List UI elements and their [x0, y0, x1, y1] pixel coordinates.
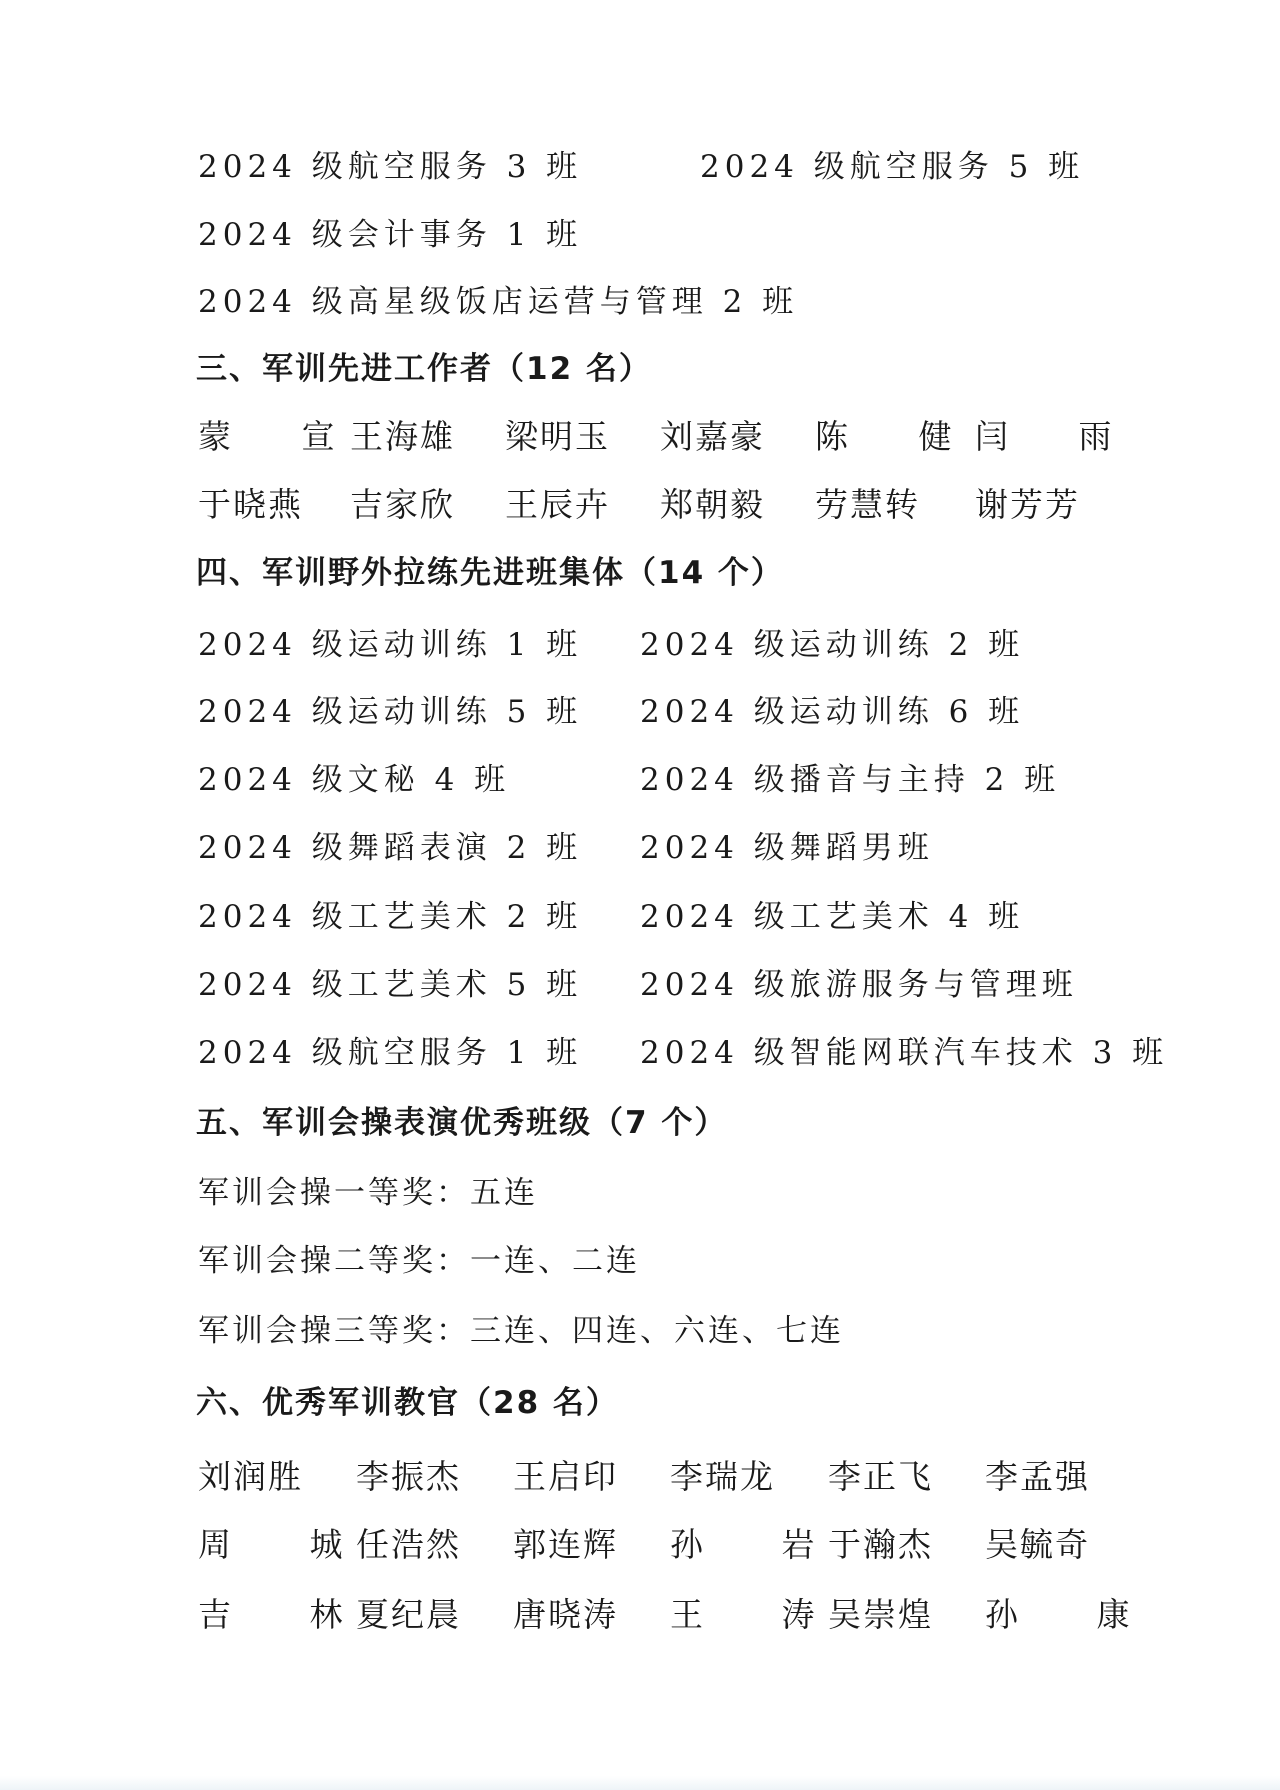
award-line: 军训会操三等奖：三连、四连、六连、七连 — [198, 1313, 844, 1349]
person-name: 夏纪晨 — [356, 1595, 461, 1634]
class-line: 2024 级旅游服务与管理班 — [640, 967, 1078, 1003]
class-line: 2024 级航空服务 5 班 — [700, 149, 1085, 185]
person-name: 闫 雨 — [975, 417, 1142, 456]
class-line: 2024 级运动训练 6 班 — [640, 694, 1025, 730]
person-name: 任浩然 — [356, 1525, 461, 1564]
award-line: 军训会操一等奖：五连 — [198, 1175, 538, 1211]
class-line: 2024 级航空服务 1 班 — [198, 1035, 583, 1071]
section-heading-outstanding-instructors: 六、优秀军训教官（28 名） — [196, 1385, 619, 1421]
class-line: 2024 级工艺美术 2 班 — [198, 899, 583, 935]
person-name: 陈 健 — [815, 417, 982, 456]
class-line: 2024 级运动训练 5 班 — [198, 694, 583, 730]
person-name: 周 城 — [198, 1525, 377, 1564]
person-name: 李孟强 — [985, 1457, 1090, 1496]
person-name: 吉家欣 — [350, 485, 455, 524]
award-line: 军训会操二等奖：一连、二连 — [198, 1243, 640, 1279]
section-heading-field-training-classes: 四、军训野外拉练先进班集体（14 个） — [196, 555, 784, 591]
class-line: 2024 级高星级饭店运营与管理 2 班 — [198, 284, 799, 320]
person-name: 王 涛 — [670, 1595, 849, 1634]
class-line: 2024 级舞蹈表演 2 班 — [198, 830, 583, 866]
person-name: 吉 林 — [198, 1595, 377, 1634]
person-name: 梁明玉 — [505, 417, 610, 456]
person-name: 唐晓涛 — [513, 1595, 618, 1634]
section-heading-advanced-workers: 三、军训先进工作者（12 名） — [196, 351, 652, 387]
person-name: 王辰卉 — [505, 485, 610, 524]
class-line: 2024 级会计事务 1 班 — [198, 217, 583, 253]
person-name: 刘嘉豪 — [660, 417, 765, 456]
person-name: 王海雄 — [350, 417, 455, 456]
person-name: 于晓燕 — [198, 485, 303, 524]
person-name: 郭连辉 — [513, 1525, 618, 1564]
person-name: 吴毓奇 — [985, 1525, 1090, 1564]
person-name: 李正飞 — [828, 1457, 933, 1496]
class-line: 2024 级运动训练 1 班 — [198, 627, 583, 663]
class-line: 2024 级航空服务 3 班 — [198, 149, 583, 185]
person-name: 蒙 宣 — [198, 417, 365, 456]
person-name: 劳慧转 — [815, 485, 920, 524]
class-line: 2024 级播音与主持 2 班 — [640, 762, 1061, 798]
person-name: 王启印 — [513, 1457, 618, 1496]
class-line: 2024 级工艺美术 4 班 — [640, 899, 1025, 935]
person-name: 于瀚杰 — [828, 1525, 933, 1564]
class-line: 2024 级文秘 4 班 — [198, 762, 511, 798]
person-name: 李振杰 — [356, 1457, 461, 1496]
person-name: 李瑞龙 — [670, 1457, 775, 1496]
person-name: 谢芳芳 — [975, 485, 1080, 524]
scan-edge-shadow — [0, 1776, 1280, 1790]
person-name: 孙 岩 — [670, 1525, 849, 1564]
section-heading-drill-performance: 五、军训会操表演优秀班级（7 个） — [196, 1105, 728, 1141]
person-name: 吴崇煌 — [828, 1595, 933, 1634]
person-name: 郑朝毅 — [660, 485, 765, 524]
class-line: 2024 级运动训练 2 班 — [640, 627, 1025, 663]
person-name: 刘润胜 — [198, 1457, 303, 1496]
class-line: 2024 级舞蹈男班 — [640, 830, 934, 866]
class-line: 2024 级智能网联汽车技术 3 班 — [640, 1035, 1169, 1071]
person-name: 孙 康 — [985, 1595, 1164, 1634]
class-line: 2024 级工艺美术 5 班 — [198, 967, 583, 1003]
